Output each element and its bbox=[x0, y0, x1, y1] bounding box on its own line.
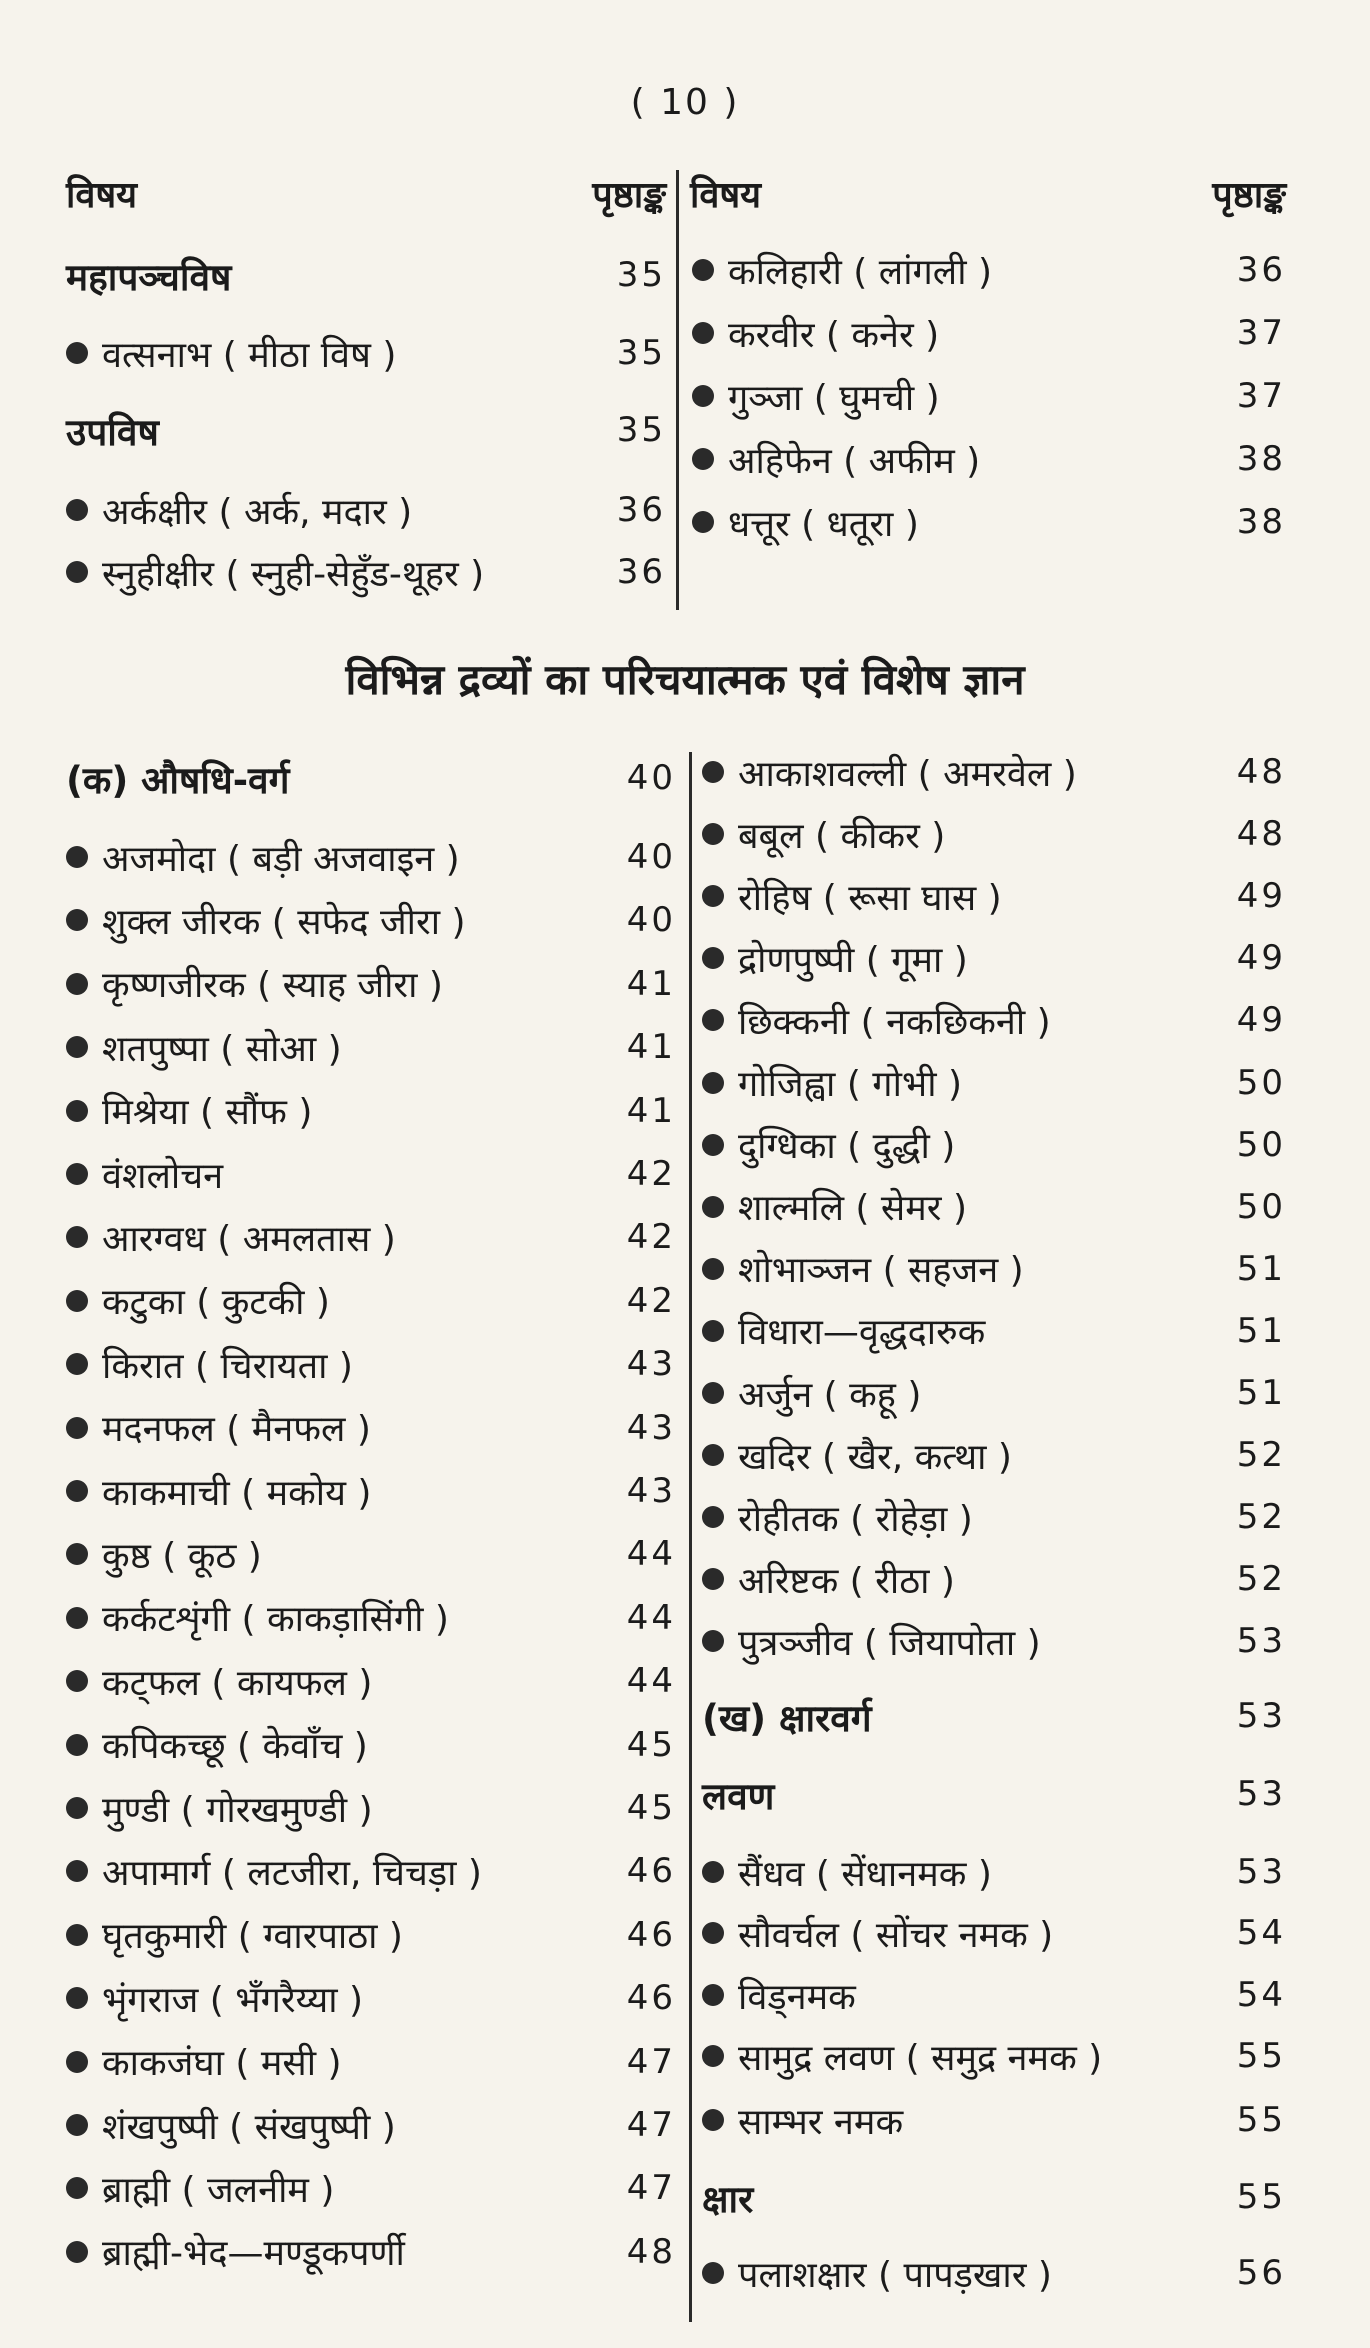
entry-label bbox=[66, 1403, 371, 1452]
entry-text: शुक्ल जीरक ( सफेद जीरा ) bbox=[102, 901, 466, 943]
index-entry bbox=[702, 1554, 1286, 1604]
entry-text: भृंगराज ( भँगरैय्या ) bbox=[102, 1979, 364, 2021]
index-entry bbox=[66, 1529, 676, 1579]
entry-page: 48 bbox=[1236, 814, 1286, 855]
entry-page: 36 bbox=[616, 490, 666, 530]
entry-page: 50 bbox=[1236, 1186, 1286, 1227]
entry-label bbox=[702, 1244, 1024, 1293]
bullet-icon bbox=[702, 1134, 724, 1156]
entry-label bbox=[66, 1530, 262, 1579]
index-entry bbox=[702, 2031, 1286, 2081]
bullet-icon bbox=[702, 1072, 724, 1094]
entry-text: पलाशक्षार ( पापड़खार ) bbox=[738, 2254, 1052, 2296]
entry-page: 40 bbox=[626, 837, 676, 877]
column-divider-bottom bbox=[689, 752, 692, 2322]
bullet-icon bbox=[66, 2241, 88, 2263]
entry-text: कट्फल ( कायफल ) bbox=[102, 1662, 373, 1704]
entry-page: 51 bbox=[1236, 1373, 1286, 1413]
entry-text: कुष्ठ ( कूठ ) bbox=[102, 1535, 262, 1577]
index-entry bbox=[66, 547, 666, 597]
bullet-icon bbox=[702, 1444, 724, 1466]
index-entry bbox=[66, 1403, 676, 1453]
index-entry bbox=[702, 747, 1286, 797]
entry-label bbox=[702, 1058, 962, 1107]
entry-label bbox=[66, 959, 443, 1008]
entry-text: शाल्मलि ( सेमर ) bbox=[738, 1188, 967, 1230]
entry-text: आरग्वध ( अमलतास ) bbox=[102, 1218, 396, 1260]
section-heading-row bbox=[66, 405, 666, 455]
entry-text: धत्तूर ( धतूरा ) bbox=[728, 503, 919, 545]
index-entry bbox=[702, 1847, 1286, 1897]
entry-label bbox=[66, 1974, 363, 2023]
entry-label bbox=[702, 1691, 872, 1742]
bullet-icon bbox=[66, 561, 88, 583]
entry-page: 42 bbox=[626, 1217, 676, 1258]
entry-label bbox=[702, 1909, 1053, 1958]
entry-text: बबूल ( कीकर ) bbox=[738, 815, 946, 857]
index-entry bbox=[66, 2037, 676, 2087]
entry-label bbox=[66, 1276, 330, 1325]
bullet-icon bbox=[702, 1382, 724, 1404]
bullet-icon bbox=[66, 1290, 88, 1312]
entry-label bbox=[66, 405, 159, 456]
entry-page: 43 bbox=[626, 1407, 676, 1448]
entry-page: 47 bbox=[626, 2041, 676, 2082]
entry-label bbox=[702, 1617, 1041, 1666]
entry-page: 44 bbox=[626, 1661, 676, 1702]
index-entry bbox=[702, 1306, 1286, 1356]
entry-label bbox=[66, 329, 396, 378]
entry-page: 52 bbox=[1236, 1559, 1286, 1600]
entry-label bbox=[692, 498, 919, 547]
index-entry bbox=[66, 2100, 676, 2150]
entry-page: 51 bbox=[1236, 1310, 1286, 1351]
entry-text: मदनफल ( मैनफल ) bbox=[102, 1409, 371, 1451]
entry-text: सौवर्चल ( सोंचर नमक ) bbox=[738, 1914, 1054, 1956]
bullet-icon bbox=[702, 1009, 724, 1031]
index-entry bbox=[702, 1182, 1286, 1232]
index-entry bbox=[66, 1593, 676, 1643]
section-heading-row bbox=[702, 1769, 1286, 1819]
entry-label bbox=[702, 1769, 774, 1820]
index-entry bbox=[702, 1244, 1286, 1294]
bullet-icon bbox=[702, 2045, 724, 2067]
index-entry bbox=[702, 1908, 1286, 1958]
entry-page: 37 bbox=[1236, 313, 1286, 353]
entry-page: 45 bbox=[626, 1724, 676, 1765]
entry-text: ब्राह्मी-भेद—मण्डूकपर्णी bbox=[102, 2233, 405, 2275]
entry-page: 41 bbox=[626, 1090, 676, 1131]
entry-page: 52 bbox=[1236, 1497, 1286, 1538]
index-entry bbox=[66, 832, 676, 882]
index-entry bbox=[66, 1910, 676, 1960]
index-entry bbox=[702, 2248, 1286, 2298]
entry-page: 55 bbox=[1236, 2177, 1286, 2217]
entry-text: साम्भर नमक bbox=[738, 2101, 904, 2143]
bullet-icon bbox=[692, 259, 714, 281]
entry-text: अरिष्टक ( रीठा ) bbox=[738, 1560, 955, 1602]
entry-page: 54 bbox=[1236, 1975, 1286, 2015]
entry-label bbox=[66, 2101, 396, 2150]
entry-page: 53 bbox=[1236, 1852, 1286, 1892]
entry-label bbox=[702, 1306, 985, 1355]
entry-text: काकमाची ( मकोय ) bbox=[102, 1472, 372, 1514]
entry-label bbox=[66, 1023, 342, 1072]
entry-label bbox=[66, 1720, 368, 1769]
entry-page: 55 bbox=[1236, 2100, 1286, 2140]
entry-text: शतपुष्पा ( सोआ ) bbox=[102, 1028, 342, 1070]
entry-page: 36 bbox=[1236, 250, 1286, 290]
entry-text: करवीर ( कनेर ) bbox=[728, 314, 940, 356]
index-entry bbox=[702, 809, 1286, 859]
index-entry bbox=[66, 328, 666, 378]
subject-heading: विषय bbox=[66, 174, 138, 216]
entry-text: अपामार्ग ( लटजीरा, चिचड़ा ) bbox=[102, 1852, 482, 1894]
entry-page: 41 bbox=[626, 1027, 676, 1068]
bullet-icon bbox=[702, 1922, 724, 1944]
bullet-icon bbox=[692, 385, 714, 407]
entry-text: काकजंघा ( मसी ) bbox=[102, 2043, 342, 2085]
entry-label bbox=[702, 2249, 1052, 2298]
page-number: ( 10 ) bbox=[630, 82, 740, 123]
section-heading-row bbox=[702, 1691, 1286, 1741]
entry-label bbox=[702, 748, 1077, 797]
entry-text: मुण्डी ( गोरखमुण्डी ) bbox=[102, 1789, 373, 1831]
subject-heading: विषय bbox=[690, 174, 762, 216]
entry-page: 46 bbox=[626, 1978, 676, 2019]
entry-page: 40 bbox=[626, 900, 676, 941]
top-left-header bbox=[66, 168, 666, 218]
entry-text: अहिफेन ( अफीम ) bbox=[728, 440, 981, 482]
bullet-icon bbox=[702, 885, 724, 907]
entry-text: गुञ्जा ( घुमची ) bbox=[728, 377, 940, 419]
entry-label bbox=[702, 810, 945, 859]
bullet-icon bbox=[702, 761, 724, 783]
entry-label bbox=[692, 246, 992, 295]
bullet-icon bbox=[66, 1100, 88, 1122]
entry-label bbox=[66, 1340, 353, 1389]
entry-text: विड्नमक bbox=[738, 1976, 856, 2018]
index-entry bbox=[702, 1120, 1286, 1170]
entry-text: महापञ्चविष bbox=[66, 255, 232, 299]
entry-page: 46 bbox=[626, 1851, 676, 1892]
entry-label bbox=[702, 1182, 967, 1231]
entry-label bbox=[702, 934, 968, 983]
bullet-icon bbox=[66, 1734, 88, 1756]
entry-page: 51 bbox=[1236, 1248, 1286, 1289]
entry-page: 44 bbox=[626, 1534, 676, 1575]
entry-text: शोभाञ्जन ( सहजन ) bbox=[738, 1250, 1024, 1292]
entry-text: सैंधव ( सेंधानमक ) bbox=[738, 1853, 992, 1895]
index-entry bbox=[66, 1466, 676, 1516]
entry-text: रोहिष ( रूसा घास ) bbox=[738, 877, 1002, 919]
index-entry bbox=[702, 1970, 1286, 2020]
bullet-icon bbox=[702, 1196, 724, 1218]
top-right-header bbox=[690, 168, 1286, 218]
entry-label bbox=[66, 2037, 342, 2086]
entry-label bbox=[66, 833, 460, 882]
entry-text: कलिहारी ( लांगली ) bbox=[728, 251, 993, 293]
page-heading: पृष्ठाङ्क bbox=[1212, 174, 1286, 216]
bullet-icon bbox=[66, 846, 88, 868]
entry-text: गोजिह्वा ( गोभी ) bbox=[738, 1064, 963, 1105]
entry-label bbox=[702, 2096, 903, 2145]
bullet-icon bbox=[66, 499, 88, 521]
bullet-icon bbox=[692, 322, 714, 344]
bullet-icon bbox=[702, 2109, 724, 2131]
entry-page: 45 bbox=[626, 1788, 676, 1828]
bullet-icon bbox=[692, 448, 714, 470]
entry-text: क्षार bbox=[702, 2177, 754, 2221]
entry-label bbox=[702, 2032, 1102, 2081]
entry-page: 46 bbox=[626, 1914, 676, 1955]
entry-page: 35 bbox=[616, 410, 666, 450]
index-entry bbox=[702, 1368, 1286, 1418]
index-entry bbox=[66, 1022, 676, 1072]
entry-page: 37 bbox=[1236, 376, 1286, 416]
entry-text: किरात ( चिरायता ) bbox=[102, 1345, 353, 1387]
bullet-icon bbox=[66, 2114, 88, 2136]
entry-page: 41 bbox=[626, 963, 676, 1004]
entry-text: विधारा—वृद्धदारुक bbox=[738, 1312, 986, 1354]
entry-label bbox=[702, 1848, 992, 1897]
entry-label bbox=[702, 1369, 921, 1418]
entry-text: खदिर ( खैर, कत्था ) bbox=[738, 1436, 1012, 1478]
entry-text: अजमोदा ( बड़ी अजवाइन ) bbox=[102, 838, 460, 880]
index-entry bbox=[692, 497, 1286, 547]
entry-text: ब्राह्मी ( जलनीम ) bbox=[102, 2169, 335, 2211]
entry-text: आकाशवल्ली ( अमरवेल ) bbox=[738, 753, 1077, 795]
entry-page: 36 bbox=[616, 552, 666, 592]
entry-text: कृष्णजीरक ( स्याह जीरा ) bbox=[102, 965, 443, 1007]
section-title: विभिन्न द्रव्यों का परिचयात्मक एवं विशेष ज्ञान bbox=[345, 655, 1025, 704]
bullet-icon bbox=[66, 1543, 88, 1565]
entry-page: 48 bbox=[626, 2231, 676, 2272]
index-entry bbox=[702, 1616, 1286, 1666]
entry-text: सामुद्र लवण ( समुद्र नमक ) bbox=[738, 2037, 1103, 2079]
entry-page: 49 bbox=[1236, 1000, 1286, 1041]
bullet-icon bbox=[66, 1036, 88, 1058]
bullet-icon bbox=[702, 1984, 724, 2006]
entry-label bbox=[66, 1086, 312, 1135]
index-entry bbox=[66, 1973, 676, 2023]
column-divider-top bbox=[676, 170, 679, 610]
entry-page: 53 bbox=[1236, 1696, 1286, 1736]
entry-page: 54 bbox=[1236, 1913, 1286, 1953]
entry-text: कर्कटशृंगी ( काकड़ासिंगी ) bbox=[102, 1599, 449, 1641]
entry-text: वंशलोचन bbox=[102, 1155, 224, 1197]
entry-text: शंखपुष्पी ( संखपुष्पी ) bbox=[102, 2106, 396, 2148]
index-entry bbox=[66, 1846, 676, 1896]
entry-text: अर्कक्षीर ( अर्क, मदार ) bbox=[102, 491, 413, 533]
bullet-icon bbox=[702, 1320, 724, 1342]
entry-page: 43 bbox=[626, 1471, 676, 1511]
entry-page: 38 bbox=[1236, 439, 1286, 479]
bullet-icon bbox=[66, 1163, 88, 1185]
entry-page: 40 bbox=[626, 758, 676, 798]
bullet-icon bbox=[702, 1630, 724, 1652]
entry-text: लवण bbox=[702, 1774, 775, 1818]
index-entry bbox=[692, 308, 1286, 358]
entry-page: 48 bbox=[1236, 752, 1286, 792]
bullet-icon bbox=[66, 1670, 88, 1692]
index-entry bbox=[66, 959, 676, 1009]
entry-label bbox=[66, 548, 484, 597]
entry-text: कपिकच्छू ( केवाँच ) bbox=[102, 1726, 368, 1768]
index-entry bbox=[66, 1783, 676, 1833]
entry-page: 49 bbox=[1236, 938, 1286, 979]
bullet-icon bbox=[66, 973, 88, 995]
entry-label bbox=[66, 486, 412, 535]
index-entry bbox=[702, 871, 1286, 921]
entry-label bbox=[702, 1120, 955, 1169]
entry-page: 49 bbox=[1236, 876, 1286, 917]
section-heading-row bbox=[66, 250, 666, 300]
bullet-icon bbox=[66, 1353, 88, 1375]
section-heading-row bbox=[702, 2172, 1286, 2222]
entry-label bbox=[702, 1493, 973, 1542]
bullet-icon bbox=[66, 2177, 88, 2199]
index-entry bbox=[66, 2163, 676, 2213]
entry-page: 35 bbox=[616, 255, 666, 295]
entry-text: मिश्रेया ( सौंफ ) bbox=[102, 1092, 313, 1134]
entry-label bbox=[702, 1971, 856, 2020]
entry-page: 50 bbox=[1236, 1062, 1286, 1103]
index-entry bbox=[66, 1086, 676, 1136]
entry-text: घृतकुमारी ( ग्वारपाठा ) bbox=[102, 1916, 403, 1958]
entry-page: 53 bbox=[1236, 1774, 1286, 1814]
bullet-icon bbox=[66, 1797, 88, 1819]
index-entry bbox=[66, 1656, 676, 1706]
index-entry bbox=[66, 2227, 676, 2277]
page-heading: पृष्ठाङ्क bbox=[592, 174, 666, 216]
index-entry bbox=[66, 1339, 676, 1389]
index-entry bbox=[692, 371, 1286, 421]
entry-text: उपविष bbox=[66, 410, 159, 454]
bullet-icon bbox=[702, 1861, 724, 1883]
bullet-icon bbox=[66, 1480, 88, 1502]
index-entry bbox=[702, 995, 1286, 1045]
entry-page: 43 bbox=[626, 1344, 676, 1385]
entry-label bbox=[66, 1910, 403, 1959]
index-entry bbox=[66, 485, 666, 535]
entry-text: (क) औषधि-वर्ग bbox=[66, 758, 290, 802]
entry-page: 38 bbox=[1236, 502, 1286, 542]
entry-label bbox=[692, 372, 940, 421]
index-entry bbox=[702, 1430, 1286, 1480]
index-entry bbox=[692, 245, 1286, 295]
entry-text: (ख) क्षारवर्ग bbox=[702, 1696, 872, 1740]
bullet-icon bbox=[702, 2262, 724, 2284]
bullet-icon bbox=[66, 2051, 88, 2073]
section-heading-row bbox=[66, 753, 676, 803]
bullet-icon bbox=[66, 909, 88, 931]
entry-label bbox=[66, 2164, 334, 2213]
index-entry bbox=[66, 1149, 676, 1199]
entry-label bbox=[66, 1213, 396, 1262]
entry-page: 56 bbox=[1236, 2253, 1286, 2293]
entry-page: 47 bbox=[626, 2105, 676, 2145]
index-entry bbox=[702, 933, 1286, 983]
entry-label bbox=[692, 435, 980, 484]
entry-label bbox=[66, 1150, 223, 1199]
bullet-icon bbox=[66, 1417, 88, 1439]
index-entry bbox=[702, 1058, 1286, 1108]
bullet-icon bbox=[66, 1607, 88, 1629]
entry-page: 35 bbox=[616, 333, 666, 373]
entry-label bbox=[66, 2227, 405, 2276]
bullet-icon bbox=[702, 1506, 724, 1528]
entry-page: 42 bbox=[626, 1280, 676, 1321]
entry-page: 42 bbox=[626, 1154, 676, 1194]
entry-page: 47 bbox=[626, 2168, 676, 2209]
entry-label bbox=[66, 250, 231, 301]
entry-label bbox=[702, 872, 1002, 921]
index-entry bbox=[702, 2095, 1286, 2145]
index-entry bbox=[66, 1276, 676, 1326]
bullet-icon bbox=[66, 342, 88, 364]
entry-label bbox=[702, 1431, 1012, 1480]
index-entry bbox=[66, 1212, 676, 1262]
entry-text: छिक्कनी ( नकछिकनी ) bbox=[738, 1001, 1051, 1043]
bullet-icon bbox=[66, 1860, 88, 1882]
bullet-icon bbox=[702, 823, 724, 845]
entry-label bbox=[66, 1593, 449, 1642]
entry-label bbox=[702, 1555, 955, 1604]
bullet-icon bbox=[702, 1258, 724, 1280]
entry-text: द्रोणपुष्पी ( गूमा ) bbox=[738, 939, 968, 981]
bullet-icon bbox=[66, 1226, 88, 1248]
entry-page: 50 bbox=[1236, 1124, 1286, 1165]
entry-label bbox=[692, 309, 939, 358]
entry-text: वत्सनाभ ( मीठा विष ) bbox=[102, 334, 397, 376]
bullet-icon bbox=[692, 511, 714, 533]
index-entry bbox=[66, 895, 676, 945]
entry-text: पुत्रञ्जीव ( जियापोता ) bbox=[738, 1622, 1041, 1664]
entry-page: 52 bbox=[1236, 1435, 1286, 1476]
entry-text: दुग्धिका ( दुद्धी ) bbox=[738, 1126, 956, 1168]
entry-text: अर्जुन ( कहू ) bbox=[738, 1374, 922, 1416]
entry-text: कटुका ( कुटकी ) bbox=[102, 1282, 330, 1324]
entry-label bbox=[66, 1657, 372, 1706]
entry-label bbox=[66, 1467, 371, 1516]
entry-page: 53 bbox=[1236, 1621, 1286, 1662]
entry-text: रोहीतक ( रोहेड़ा ) bbox=[738, 1498, 973, 1540]
bullet-icon bbox=[702, 947, 724, 969]
entry-label bbox=[702, 2172, 753, 2223]
bullet-icon bbox=[66, 1987, 88, 2009]
bullet-icon bbox=[702, 1568, 724, 1590]
entry-label bbox=[66, 1784, 373, 1833]
entry-label bbox=[66, 896, 466, 945]
entry-label bbox=[66, 1847, 482, 1896]
entry-label bbox=[702, 996, 1051, 1045]
entry-page: 44 bbox=[626, 1597, 676, 1638]
index-entry bbox=[692, 434, 1286, 484]
entry-text: स्नुहीक्षीर ( स्नुही-सेहुँड-थूहर ) bbox=[102, 553, 485, 595]
entry-label bbox=[66, 753, 289, 804]
index-entry bbox=[702, 1492, 1286, 1542]
bullet-icon bbox=[66, 1924, 88, 1946]
index-entry bbox=[66, 1720, 676, 1770]
entry-page: 55 bbox=[1236, 2036, 1286, 2076]
